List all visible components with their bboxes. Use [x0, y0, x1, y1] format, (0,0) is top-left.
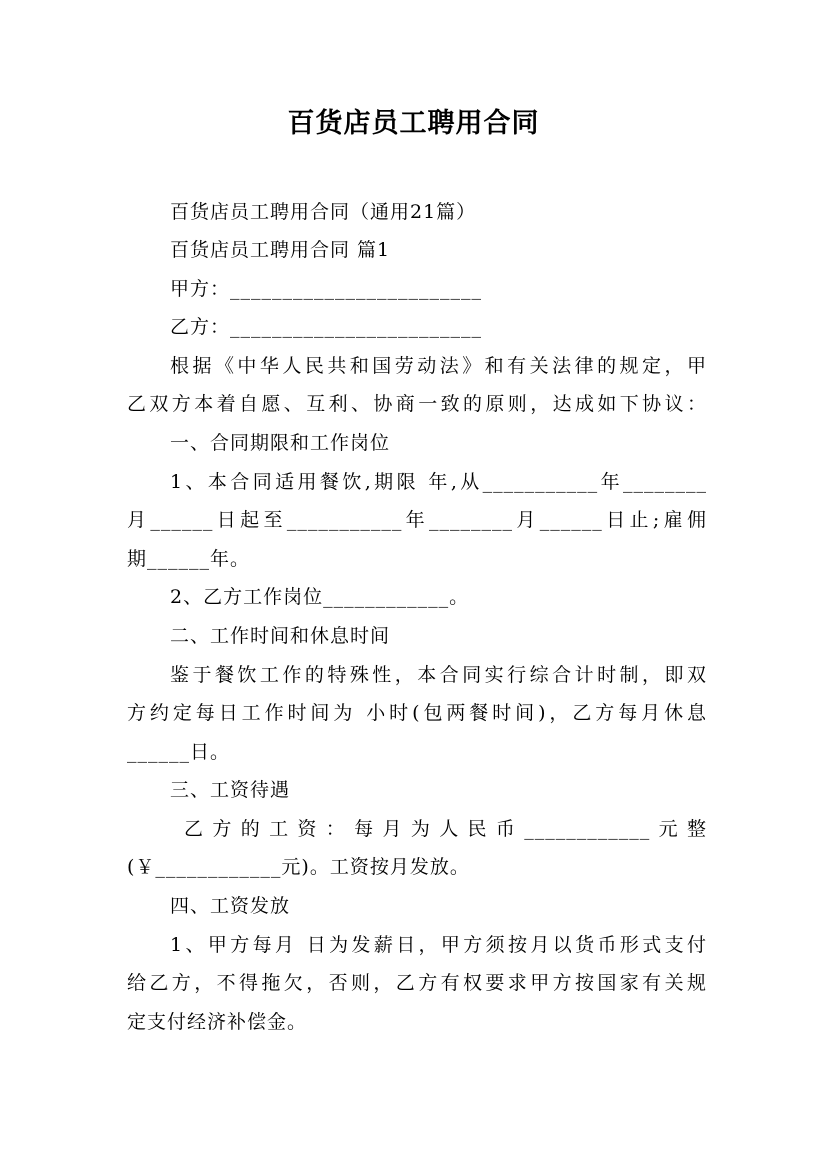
- paragraph-line: 鉴于餐饮工作的特殊性，本合同实行综合计时制，即双: [170, 664, 707, 686]
- document-title: 百货店员工聘用合同: [287, 108, 540, 139]
- paragraph-line: 2、乙方工作岗位____________。: [170, 586, 470, 608]
- paragraph-line: 期______年。: [127, 548, 251, 570]
- clause-heading-line: 三、工资待遇: [170, 779, 291, 801]
- paragraph-line: 乙方的工资：每月为人民币____________元整: [184, 818, 707, 840]
- party-b-line: 乙方：________________________: [170, 316, 483, 338]
- clause-heading-line: 二、工作时间和休息时间: [170, 625, 391, 647]
- party-a-line: 甲方：________________________: [170, 278, 483, 300]
- clause-heading-line: 一、合同期限和工作岗位: [170, 432, 391, 454]
- paragraph-line: 方约定每日工作时间为 小时(包两餐时间)，乙方每月休息: [127, 702, 707, 724]
- paragraph-line: 1、甲方每月 日为发薪日，甲方须按月以货币形式支付: [170, 934, 707, 956]
- paragraph-line: 月______日起至___________年________月______日止;雇佣: [127, 509, 707, 531]
- paragraph-line: ______日。: [127, 741, 231, 763]
- paragraph-line: 1、本合同适用餐饮,期限 年,从___________年________: [170, 471, 707, 493]
- paragraph-line: 定支付经济补偿金。: [127, 1011, 308, 1033]
- section-heading-line: 百货店员工聘用合同 篇1: [170, 239, 391, 261]
- paragraph-line: (￥____________元)。工资按月发放。: [127, 856, 470, 878]
- subtitle-line: 百货店员工聘用合同（通用21篇）: [170, 201, 477, 223]
- paragraph-line: 乙双方本着自愿、互利、协商一致的原则，达成如下协议：: [127, 393, 707, 415]
- paragraph-line: 给乙方，不得拖欠，否则，乙方有权要求甲方按国家有关规: [127, 972, 707, 994]
- paragraph-line: 根据《中华人民共和国劳动法》和有关法律的规定，甲: [170, 355, 707, 377]
- clause-heading-line: 四、工资发放: [170, 895, 291, 917]
